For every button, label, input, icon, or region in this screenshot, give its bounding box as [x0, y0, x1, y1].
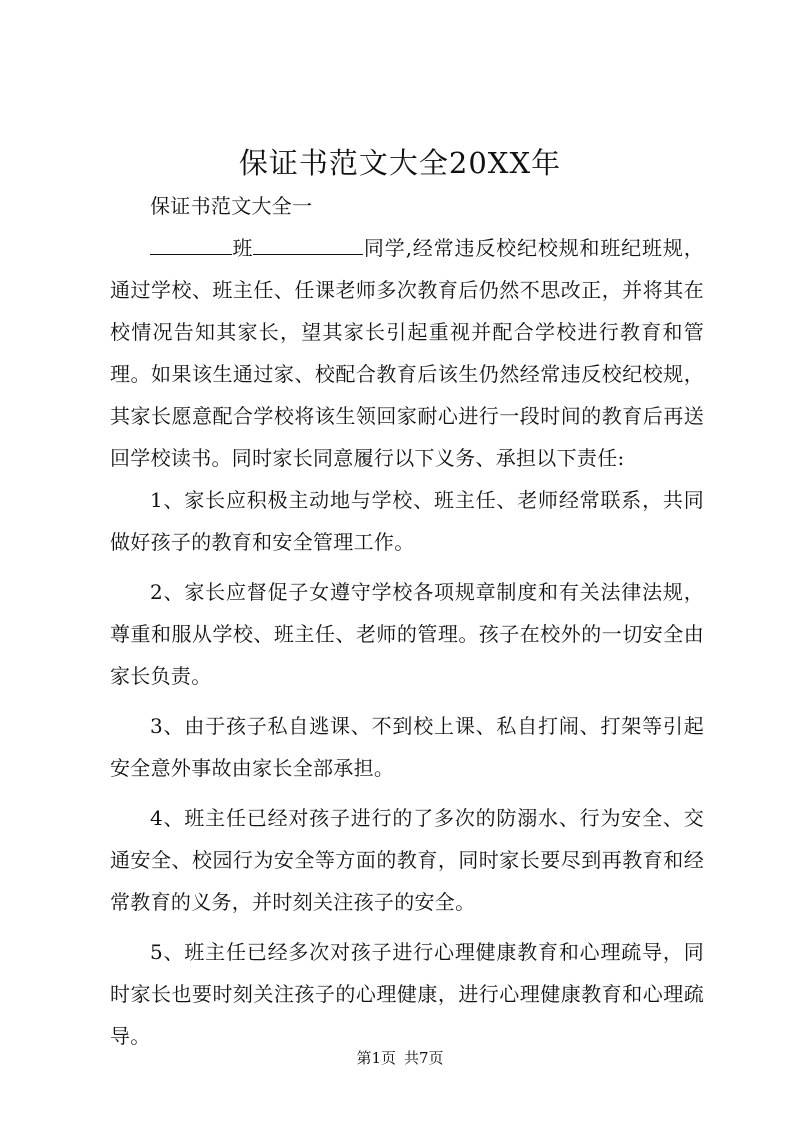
list-item-1: 1、家长应积极主动地与学校、班主任、老师经常联系，共同做好孩子的教育和安全管理工作。 [110, 488, 704, 554]
intro-text: 同学,经常违反校纪校规和班纪班规，通过学校、班主任、任课老师多次教育后仍然不思改正，并将其在校情况告知其家长，望其家长引起重视并配合学校进行教育和管理。如果该生通过家、校配合教育后该生仍然经常违反校纪校规，其家长愿意配合学校将该生领回家耐心进行一段时间的教育后再送回学校读书。同时家长同意履行以下义务、承担以下责任: [110, 236, 704, 470]
page-footer [0, 1048, 800, 1068]
student-name-blank [253, 230, 363, 255]
document-title: 保证书范文大全20XX年 [238, 146, 562, 180]
class-blank [150, 230, 232, 255]
class-label: 班 [232, 236, 254, 260]
section-subtitle: 保证书范文大全一 [150, 194, 313, 218]
document-body [110, 185, 704, 1057]
list-item-2: 2、家长应督促子女遵守学校各项规章制度和有关法律法规，尊重和服从学校、班主任、老师的管理。孩子在校外的一切安全由家长负责。 [110, 580, 704, 688]
page-number: 第1页 [356, 1049, 396, 1067]
list-item-3: 3、由于孩子私自逃课、不到校上课、私自打闹、打架等引起安全意外事故由家长全部承担。 [110, 714, 704, 780]
page-total: 共7页 [404, 1049, 444, 1067]
list-item-5: 5、班主任已经多次对孩子进行心理健康教育和心理疏导，同时家长也要时刻关注孩子的心理健康，进行心理健康教育和心理疏导。 [110, 940, 704, 1048]
intro-paragraph [110, 227, 704, 479]
list-item-4: 4、班主任已经对孩子进行的了多次的防溺水、行为安全、交通安全、校园行为安全等方面的教育，同时家长要尽到再教育和经常教育的义务，并时刻关注孩子的安全。 [110, 806, 704, 914]
